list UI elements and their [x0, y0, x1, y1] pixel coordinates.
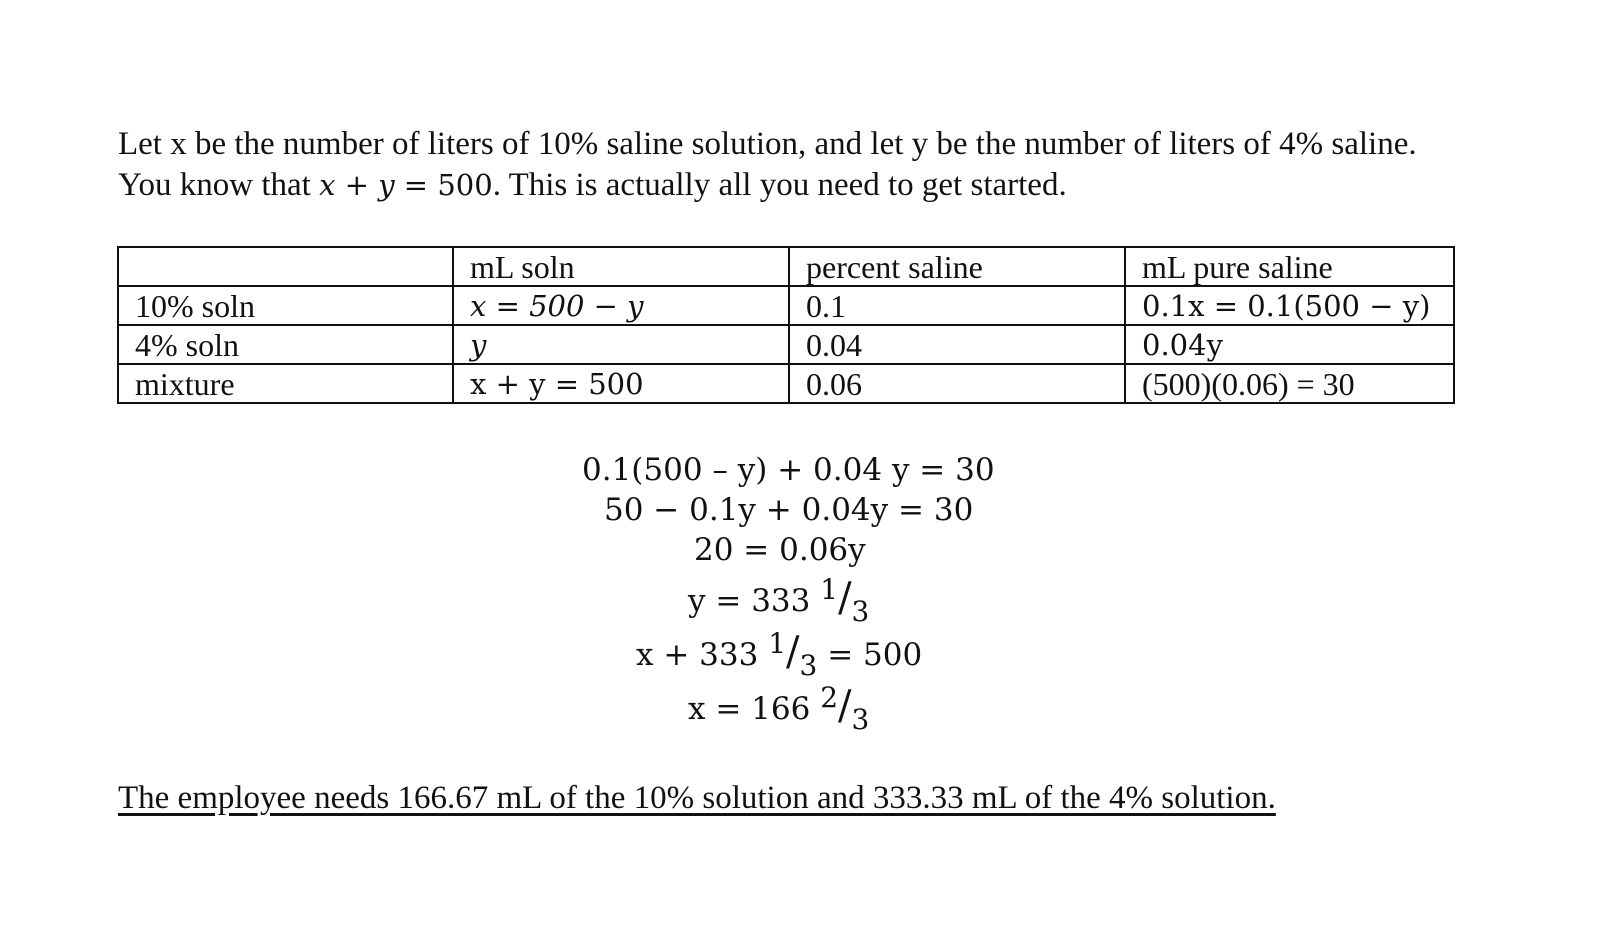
fraction-denominator: 3: [799, 649, 818, 682]
fraction-slash: /: [786, 629, 800, 675]
fraction-slash: /: [838, 575, 852, 621]
fraction-denominator: 3: [851, 703, 870, 736]
row-label: 4% soln: [118, 325, 453, 364]
row-label: mixture: [118, 364, 453, 403]
header-empty: [118, 247, 453, 286]
cell-percent: 0.1: [789, 286, 1125, 325]
eq-rest: = 500: [394, 168, 493, 202]
step-5-right: = 500: [817, 637, 923, 673]
table-row: [118, 286, 1454, 325]
table-row: [118, 364, 1454, 403]
header-ml-pure-saline: mL pure saline: [1125, 247, 1454, 286]
table-row: [118, 325, 1454, 364]
table-header-row: [118, 247, 1454, 286]
step-1: 0.1(500 – y) + 0.04 y = 30: [582, 452, 995, 488]
fraction-slash: /: [838, 683, 852, 729]
step-5-left: x + 333: [636, 637, 769, 673]
eq-x: x: [319, 168, 336, 202]
step-4: [688, 573, 870, 628]
cell-pure: (500)(0.06) = 30: [1125, 364, 1454, 403]
step-6: [688, 681, 870, 736]
header-ml-soln: mL soln: [453, 247, 789, 286]
cell-ml-soln: x = 500 − y: [453, 286, 789, 325]
fraction-numerator: 1: [768, 627, 787, 660]
step-3: 20 = 0.06y: [694, 532, 866, 568]
step-4-left: y = 333: [688, 583, 821, 619]
fraction-denominator: 3: [851, 595, 870, 628]
eq-y: y: [378, 168, 395, 202]
fraction-numerator: 1: [820, 573, 839, 606]
cell-percent: 0.06: [789, 364, 1125, 403]
step-4-fraction: [820, 573, 870, 628]
intro-paragraph: [118, 124, 1448, 206]
fraction-numerator: 2: [820, 681, 839, 714]
step-2: 50 − 0.1y + 0.04y = 30: [604, 492, 974, 528]
intro-text-1: Let x be the number of liters of 10% saline solution, and let y be the number of liters of 4% saline. You know that: [118, 126, 1417, 203]
cell-ml-soln: x + y = 500: [453, 364, 789, 403]
cell-ml-soln: y: [453, 325, 789, 364]
eq-plus: +: [335, 168, 379, 202]
cell-pure: 0.04y: [1125, 325, 1454, 364]
intro-text-2: . This is actually all you need to get started.: [492, 167, 1067, 203]
conclusion-sentence: The employee needs 166.67 mL of the 10% solution and 333.33 mL of the 4% solution.: [118, 780, 1276, 816]
intro-equation: [319, 168, 493, 202]
cell-percent: 0.04: [789, 325, 1125, 364]
header-percent-saline: percent saline: [789, 247, 1125, 286]
cell-pure: 0.1x = 0.1(500 − y): [1125, 286, 1454, 325]
row-label: 10% soln: [118, 286, 453, 325]
step-6-left: x = 166: [688, 691, 821, 727]
step-5-fraction: [768, 627, 818, 682]
step-6-fraction: [820, 681, 870, 736]
mixture-table: [117, 246, 1455, 404]
step-5: [636, 627, 923, 682]
